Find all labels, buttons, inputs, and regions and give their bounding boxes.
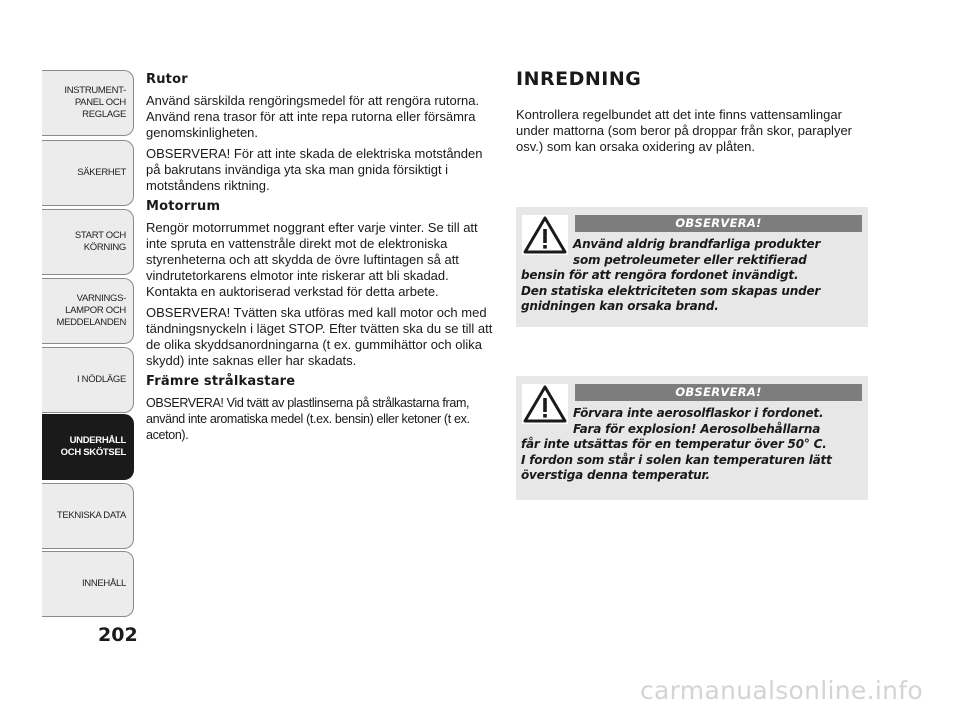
tab-start-och-korning[interactable] — [42, 209, 134, 275]
warning-text-indented: Förvara inte aerosolflaskor i fordonet. Fara för explosion! Aerosolbehållarna — [573, 406, 824, 436]
tab-label: I NÖDLÄGE — [76, 374, 126, 385]
tab-label: TEKNISKA DATA — [56, 510, 126, 521]
tab-label: SÄKERHET — [77, 167, 126, 178]
page-number: 202 — [98, 624, 138, 646]
tab-label: INSTRUMENT- PANEL OCH REGLAGE — [64, 85, 126, 120]
tab-label: UNDERHÅLL OCH SKÖTSEL — [60, 435, 126, 458]
tab-underhall-och-skotsel[interactable] — [42, 414, 134, 480]
motorrum-heading: Motorrum — [146, 199, 221, 214]
left-column — [146, 72, 496, 448]
warning-text — [521, 406, 863, 484]
stralkastare-paragraph: OBSERVERA! Vid tvätt av plastlinserna på strålkastarna fram, använd inte aromatiska medel (t.ex. bensin) eller ketoner (t ex. aceton). — [146, 396, 470, 442]
warning-badge: OBSERVERA! — [575, 384, 862, 401]
warning-text — [521, 237, 863, 315]
tab-label: START OCH KÖRNING — [74, 230, 126, 253]
warning-box — [516, 376, 868, 500]
warning-text-indented: Använd aldrig brandfarliga produkter som petroleumeter eller rektifierad — [573, 237, 821, 267]
tab-label: VARNINGS- LAMPOR OCH MEDDELANDEN — [56, 293, 126, 328]
warning-box — [516, 207, 868, 327]
stralkastare-heading: Främre strålkastare — [146, 374, 296, 389]
rutor-heading: Rutor — [146, 72, 188, 87]
section-title: INREDNING — [516, 68, 642, 90]
warning-text-rest: bensin för att rengöra fordonet invändigt. Den statiska elektriciteten som skapas under gnidningen kan orsaka brand. — [521, 268, 821, 313]
rutor-paragraph-1: Använd särskilda rengöringsmedel för att rengöra rutorna. Använd rena trasor för att inte repa rutorna eller försämra genomskinligheten. — [146, 93, 480, 140]
tab-innehall[interactable] — [42, 551, 134, 617]
tab-label: INNEHÅLL — [81, 578, 126, 589]
tab-i-nodlage[interactable] — [42, 347, 134, 413]
tab-sakerhet[interactable] — [42, 140, 134, 206]
rutor-paragraph-2: OBSERVERA! För att inte skada de elektriska motstånden på bakrutans invändiga yta ska man gnida försiktigt i motståndens riktning. — [146, 146, 483, 193]
intro-paragraph: Kontrollera regelbundet att det inte finns vattensamlingar under mattorna (som beror på droppar från skor, paraplyer osv.) som kan orsaka oxidering av plåten. — [516, 107, 853, 154]
watermark: carmanualsonline.info — [640, 676, 923, 705]
motorrum-paragraph-2: OBSERVERA! Tvätten ska utföras med kall motor och med tändningsnyckeln i läget STOP. Efter tvätten ska du se till att de olika skyddsanordningarna (t ex. gummihättor och olika skydd) inte saknas eller har skadats. — [146, 305, 493, 368]
tab-tekniska-data[interactable] — [42, 483, 134, 549]
warning-badge: OBSERVERA! — [575, 215, 862, 232]
motorrum-paragraph-1: Rengör motorrummet noggrant efter varje vinter. Se till att inte spruta en vattenstråle direkt mot de elektroniska styrenheterna och att skydda de övre luftintagen så att vindrutetorkarens elmotor inte riskerar att bli skadad. Kontakta en auktoriserad verkstad för detta arbete. — [146, 220, 478, 299]
tab-instrumentpanel[interactable] — [42, 70, 134, 136]
warning-text-rest: får inte utsättas för en temperatur över 50° C. I fordon som står i solen kan temperaturen lätt överstiga denna temperatur. — [521, 437, 832, 482]
tab-varningslampor[interactable] — [42, 278, 134, 344]
